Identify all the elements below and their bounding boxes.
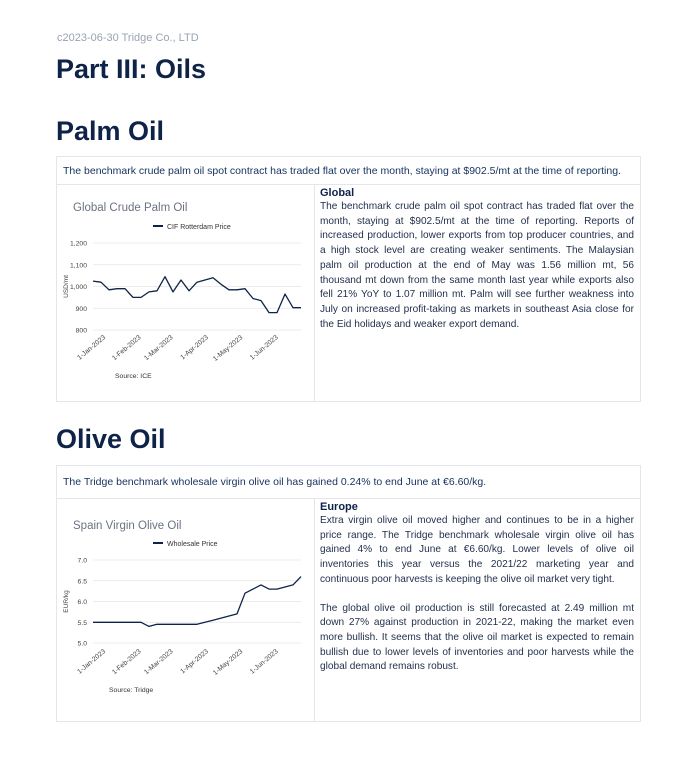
palm-x-tick-label: 1-Jan-2023	[76, 334, 108, 362]
palm-x-tick-label: 1-Mar-2023	[143, 334, 175, 363]
palm-series-line	[93, 277, 301, 313]
olive-oil-paragraph-1: Extra virgin olive oil moved higher and continues to be in a higher price range. The Tridge benchmark wholesale virgin olive oil has gained 4% to end June at €6.60/kg. Lower levels of olive oil inventories this year versus the 2021/22 marketing year and continuous poor harvests is keeping the olive oil market very tight.	[320, 515, 634, 585]
olive-y-tick-label: 5.0	[77, 640, 87, 648]
olive-oil-text	[315, 499, 640, 721]
palm-y-tick-label: 800	[75, 327, 87, 335]
olive-y-axis-label: EUR/kg	[63, 590, 70, 613]
copyright-notice: c2023-06-30 Tridge Co., LTD	[57, 32, 199, 44]
palm-oil-region: Global	[320, 187, 355, 199]
palm-x-tick-label: 1-May-2023	[211, 334, 245, 363]
olive-x-tick-label: 1-Feb-2023	[111, 648, 143, 677]
olive-x-tick-label: 1-Jun-2023	[248, 648, 280, 676]
olive-y-tick-label: 7.0	[77, 557, 87, 565]
palm-oil-card	[56, 156, 641, 402]
palm-oil-summary: The benchmark crude palm oil spot contract has traded flat over the month, staying at $902.5/mt at the time of reporting.	[57, 157, 640, 185]
palm-y-tick-label: 1,000	[69, 284, 87, 291]
olive-x-tick-label: 1-Apr-2023	[179, 648, 210, 676]
olive-oil-card	[56, 465, 641, 722]
palm-oil-heading: Palm Oil	[56, 116, 165, 146]
palm-y-tick-label: 1,100	[69, 262, 87, 270]
olive-y-tick-label: 6.5	[77, 578, 87, 586]
olive-oil-chart-cell	[57, 499, 315, 721]
palm-legend-label: CIF Rotterdam Price	[167, 224, 231, 231]
olive-x-tick-label: 1-May-2023	[211, 648, 245, 677]
olive-legend-label: Wholesale Price	[167, 541, 218, 548]
palm-oil-text	[315, 185, 640, 401]
olive-oil-chart	[57, 499, 314, 721]
palm-y-tick-label: 1,200	[69, 240, 87, 248]
palm-oil-chart	[57, 185, 314, 401]
palm-x-tick-label: 1-Apr-2023	[179, 334, 210, 362]
palm-y-tick-label: 900	[75, 305, 87, 313]
olive-y-tick-label: 5.5	[77, 619, 87, 627]
olive-oil-paragraph-2: The global olive oil production is still forecasted at 2.49 million mt down 27% against production in 2021-22, making the market even more bullish. It seems that the olive oil market is expected to remain bullish due to lower levels of inventories and poor harvests while the global demand remains robust.	[320, 602, 634, 673]
palm-y-axis-label: USD/mt	[63, 275, 70, 298]
olive-oil-heading: Olive Oil	[56, 424, 166, 454]
olive-y-tick-label: 6.0	[77, 599, 87, 606]
palm-x-tick-label: 1-Jun-2023	[248, 334, 280, 362]
palm-chart-title: Global Crude Palm Oil	[73, 202, 188, 214]
olive-x-tick-label: 1-Jan-2023	[76, 648, 108, 676]
palm-chart-source: Source: ICE	[115, 373, 152, 380]
palm-oil-paragraph: The benchmark crude palm oil spot contract has traded flat over the month, staying at $902.5/mt at the time of reporting. Reports of increased production, lower exports from top producer countries, and a high stock level are creating weaker sentiments. The Malaysian palm oil production at the end of May was 1.56 million mt, 56 thousand mt down from the same month last year while exports also fell 21% YoY to 1.07 million mt. Palm will see further weakness into July on increased profit-taking as markets in southeast Asia close for the Eid holidays and weaker export demand.	[320, 201, 634, 330]
olive-oil-summary: The Tridge benchmark wholesale virgin olive oil has gained 0.24% to end June at €6.60/kg.	[57, 466, 640, 499]
palm-x-tick-label: 1-Feb-2023	[111, 334, 143, 363]
olive-chart-source: Source: Tridge	[109, 687, 154, 694]
olive-chart-title: Spain Virgin Olive Oil	[73, 520, 182, 532]
olive-oil-region: Europe	[320, 501, 358, 513]
page-title: Part III: Oils	[56, 54, 207, 84]
olive-x-tick-label: 1-Mar-2023	[143, 648, 175, 677]
palm-oil-chart-cell	[57, 185, 315, 401]
